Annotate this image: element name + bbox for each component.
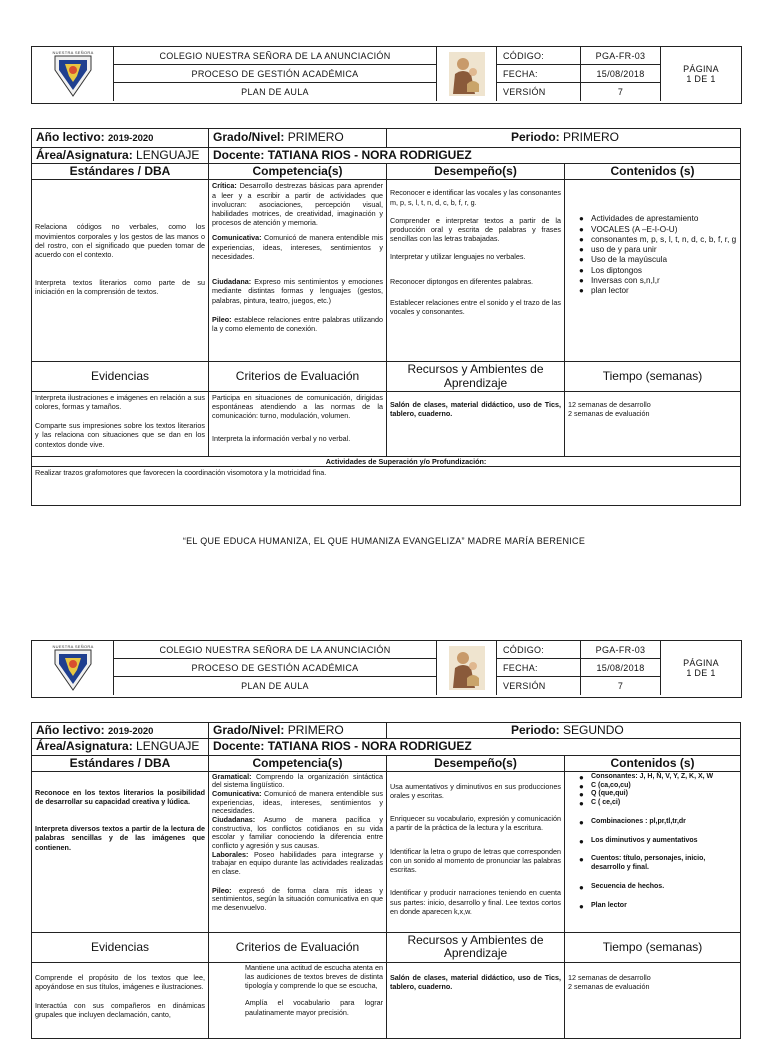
superacion-text: Realizar trazos grafomotores que favorecen la coordinación visomotora y la motricidad fina. (35, 468, 327, 478)
anio-cell: Año lectivo: 2019-2020 (32, 723, 209, 739)
competencias-header: Competencia(s) (209, 164, 387, 180)
grado-cell: Grado/Nivel: PRIMERO (209, 723, 387, 739)
criterios-header: Criterios de Evaluación (209, 362, 387, 391)
version-value: 7 (581, 677, 661, 695)
contenido-item: ● C (ca,co,cu) (591, 782, 737, 791)
criterios-cell: Mantiene una actitud de escucha atenta en las audiciones de textos breves de distinta tipología y comprende lo que se escucha, Amplía el vocabulario para lograr paulatinamente mayor precisión. (209, 962, 387, 1038)
saint-image (437, 641, 497, 695)
date-value: 15/08/2018 (581, 65, 661, 83)
periodo-cell: Periodo: SEGUNDO (387, 723, 741, 739)
svg-text:NUESTRA SEÑORA: NUESTRA SEÑORA (51, 50, 94, 55)
version-label: VERSIÓN (497, 677, 581, 695)
contenido-item: ● Uso de la mayúscula (591, 255, 737, 265)
contenido-item: ● Plan lector (591, 902, 737, 911)
document-header (31, 46, 742, 104)
process-name: PROCESO DE GESTIÓN ACADÉMICA (114, 65, 437, 83)
area-cell: Área/Asignatura: LENGUAJE (32, 148, 209, 164)
plan-name: PLAN DE AULA (114, 677, 437, 695)
competencias-cell: Crítica: Desarrollo destrezas básicas para aprender a leer y a escribir a partir de actividades que involucran: asociaciones, percepción visual, habilidades motrices, de creatividad, imaginación y procesos de atención y memoria. Comunicativa: Comunicó de manera entendible mis experiencias, ideas, intereses, sentimientos y necesidades. Ciudadana: Expreso mis sentimientos y emociones mediante distintas formas y lenguajes (gestos, palabras, pintura, teatro, juegos, etc.) Pileo: establece relaciones entre palabras utilizando la y como elemento de conexión. (209, 180, 387, 362)
plan-table-primer-periodo (31, 128, 741, 506)
competencias-cell: Gramatical: Comprendo la organización sintáctica del sistema lingüístico. Comunicativa: Comunicó de manera entendible sus experiencias, ideas, intereses, sentimientos y necesidades. Ciudadanas: Asumo de manera pacífica y constructiva, los conflictos cotidianos en su vida escolar y familiar conociendo la diferencia entre conflicto y agresión y sus causas. Laborales: Poseo habilidades para integrarse y trabajar en equipo durante las actividades realizadas en clase. Pileo: expresó de forma clara mis ideas y sentimientos, según la situación comunicativa en que me desenvuelvo. (209, 771, 387, 932)
date-label: FECHA: (497, 65, 581, 83)
estandares-header: Estándares / DBA (32, 164, 209, 180)
desempenos-header: Desempeño(s) (387, 755, 565, 771)
superacion-title: Actividades de Superación y/o Profundización: (32, 457, 740, 467)
contenido-item: ● Secuencia de hechos. (591, 883, 737, 892)
tiempo-cell: 12 semanas de desarrollo 2 semanas de evaluación (565, 391, 741, 456)
code-value: PGA-FR-03 (581, 641, 661, 659)
school-name: COLEGIO NUESTRA SEÑORA DE LA ANUNCIACIÓN (114, 641, 437, 659)
contenido-item: ● Los diminutivos y aumentativos (591, 837, 737, 846)
contenidos-cell (565, 180, 741, 362)
tiempo-cell: 12 semanas de desarrollo 2 semanas de evaluación (565, 962, 741, 1038)
contenido-item: ● Inversas con s,n,l,r (591, 276, 737, 286)
document-header-2 (31, 640, 742, 698)
desempenos-cell: Reconocer e identificar las vocales y las consonantes m, p, s, l, t, n, d, c, b, f, r, g. Comprender e interpretar textos a partir de la producción oral y escrita de palabras y frases sencillas con las letras trabajadas. Interpretar y utilizar lenguajes no verbales. Reconocer diptongos en diferentes palabras. Establecer relaciones entre el sonido y el trazo de las vocales y consonantes. (387, 180, 565, 362)
process-name: PROCESO DE GESTIÓN ACADÉMICA (114, 659, 437, 677)
contenido-item: ● Cuentos: título, personajes, inicio, desarrollo y final. (591, 855, 737, 873)
page-number (661, 641, 741, 695)
competencias-header: Competencia(s) (209, 755, 387, 771)
anio-cell: Año lectivo: 2019-2020 (32, 129, 209, 148)
recursos-cell: Salón de clases, material didáctico, uso de Tics, tablero, cuaderno. (387, 962, 565, 1038)
contenido-item: ● Actividades de aprestamiento (591, 214, 737, 224)
estandares-cell: Relaciona códigos no verbales, como los movimientos corporales y los gestos de las manos o del rostro, con el significado que pueden tomar de acuerdo con el contexto. Interpreta textos literarios como parte de su iniciación en la comprensión de textos. (32, 180, 209, 362)
page-label: PÁGINA (683, 64, 719, 74)
contenidos-header: Contenidos (s) (565, 755, 741, 771)
contenidos-cell (565, 771, 741, 932)
saint-image (437, 47, 497, 101)
school-name: COLEGIO NUESTRA SEÑORA DE LA ANUNCIACIÓN (114, 47, 437, 65)
contenido-item: ● uso de y para unir (591, 245, 737, 255)
superacion-cell (32, 456, 741, 505)
version-label: VERSIÓN (497, 83, 581, 101)
code-value: PGA-FR-03 (581, 47, 661, 65)
contenidos-header: Contenidos (s) (565, 164, 741, 180)
page-number (661, 47, 741, 101)
criterios-cell: Participa en situaciones de comunicación, dirigidas espontáneas atendiendo a las normas de la comunicación: turno, modulación, volumen. Interpreta la información verbal y no verbal. (209, 391, 387, 456)
version-value: 7 (581, 83, 661, 101)
page-label: PÁGINA (683, 658, 719, 668)
criterios-header: Criterios de Evaluación (209, 932, 387, 962)
desempenos-cell: Usa aumentativos y diminutivos en sus producciones orales y escritas. Enriquecer su vocabulario, expresión y comunicación a partir de la práctica de la lectura y la escritura. Identificar la letra o grupo de letras que corresponden con un sonido al momento de pronunciar las palabras escritas. Identificar y producir narraciones teniendo en cuenta sus partes: inicio, desarrollo y final. Lee textos cortos en donde aparecen k,x,w. (387, 771, 565, 932)
desempenos-header: Desempeño(s) (387, 164, 565, 180)
school-logo (32, 641, 114, 695)
periodo-cell: Periodo: PRIMERO (387, 129, 741, 148)
evidencias-cell: Comprende el propósito de los textos que lee, apoyándose en sus títulos, imágenes e ilustraciones. Interactúa con sus compañeros en dinámicas grupales que incluyen declamación, canto, (32, 962, 209, 1038)
estandares-cell: Reconoce en los textos literarios la posibilidad de desarrollar su capacidad creativa y lúdica. Interpreta diversos textos a partir de la lectura de palabras sencillas y de las imágenes que contienen. (32, 771, 209, 932)
contenido-item: ● consonantes m, p, s, l, t, n, d, c, b, f, r, g (591, 235, 737, 245)
estandares-header: Estándares / DBA (32, 755, 209, 771)
tiempo-header: Tiempo (semanas) (565, 362, 741, 391)
page-value: 1 DE 1 (686, 668, 716, 678)
contenido-item: ● Los diptongos (591, 266, 737, 276)
svg-text:NUESTRA SEÑORA: NUESTRA SEÑORA (51, 644, 94, 649)
contenido-item: ● Combinaciones : pl,pr,tl,tr,dr (591, 818, 737, 827)
evidencias-cell: Interpreta ilustraciones e imágenes en relación a sus colores, formas y tamaños. Comparte sus impresiones sobre los textos literarios y las relaciona con situaciones que se dan en los contextos donde vive. (32, 391, 209, 456)
grado-cell: Grado/Nivel: PRIMERO (209, 129, 387, 148)
recursos-header: Recursos y Ambientes de Aprendizaje (387, 932, 565, 962)
page-value: 1 DE 1 (686, 74, 716, 84)
docente-cell: Docente: TATIANA RIOS - NORA RODRIGUEZ (209, 739, 741, 755)
contenido-item: ● VOCALES (A –E-I-O-U) (591, 225, 737, 235)
motto-quote: “EL QUE EDUCA HUMANIZA, EL QUE HUMANIZA EVANGELIZA” MADRE MARÍA BERENICE (182, 536, 586, 546)
area-cell: Área/Asignatura: LENGUAJE (32, 739, 209, 755)
contenido-item: ● Q (que,qui) (591, 790, 737, 799)
date-value: 15/08/2018 (581, 659, 661, 677)
evidencias-header: Evidencias (32, 362, 209, 391)
recursos-cell: Salón de clases, material didáctico, uso de Tics, tablero, cuaderno. (387, 391, 565, 456)
evidencias-header: Evidencias (32, 932, 209, 962)
contenido-item: ● Consonantes: J, H, Ñ, V, Y, Z, K, X, W (591, 773, 737, 782)
contenido-item: ● C ( ce,ci) (591, 799, 737, 808)
contenido-item: ● plan lector (591, 286, 737, 296)
date-label: FECHA: (497, 659, 581, 677)
tiempo-header: Tiempo (semanas) (565, 932, 741, 962)
school-logo (32, 47, 114, 101)
code-label: CÓDIGO: (497, 641, 581, 659)
plan-table-segundo-periodo (31, 722, 741, 1039)
docente-cell: Docente: TATIANA RIOS - NORA RODRIGUEZ (209, 148, 741, 164)
plan-name: PLAN DE AULA (114, 83, 437, 101)
recursos-header: Recursos y Ambientes de Aprendizaje (387, 362, 565, 391)
code-label: CÓDIGO: (497, 47, 581, 65)
